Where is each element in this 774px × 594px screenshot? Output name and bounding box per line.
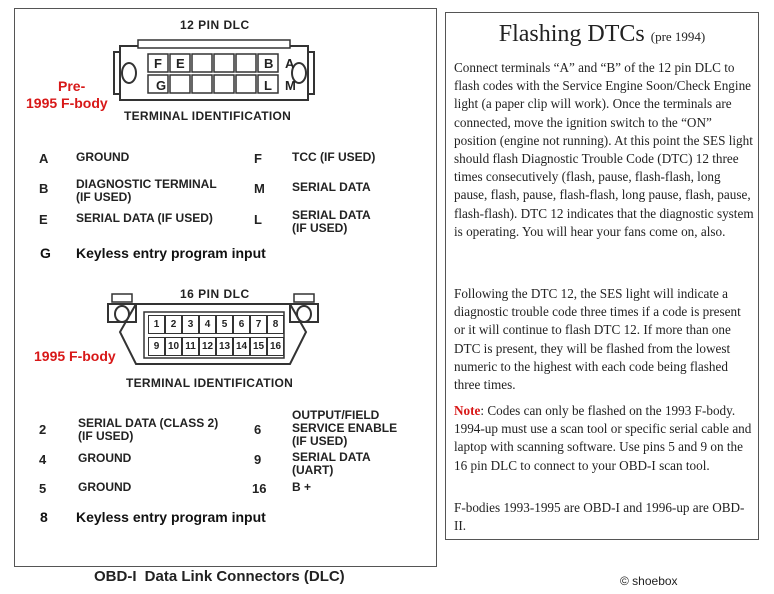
copyright: © shoebox xyxy=(620,574,678,588)
row-desc: DIAGNOSTIC TERMINAL (IF USED) xyxy=(76,177,217,204)
dlc12-pin-letters xyxy=(148,56,298,96)
dlc16-terminal-id: TERMINAL IDENTIFICATION xyxy=(126,376,294,390)
pin16-box: 1 xyxy=(148,315,165,334)
row-pin2: 9 xyxy=(254,452,262,467)
pin-e: E xyxy=(176,56,185,71)
row-desc: GROUND xyxy=(78,451,132,465)
row-desc: GROUND xyxy=(78,480,132,494)
panel-title-main: Flashing DTCs xyxy=(498,21,645,47)
row-pin: E xyxy=(39,212,48,227)
row-desc2: SERIAL DATA xyxy=(292,180,371,194)
pin-m: M xyxy=(285,78,296,93)
pin-f: F xyxy=(154,56,162,71)
row-desc2: OUTPUT/FIELD SERVICE ENABLE (IF USED) xyxy=(292,408,398,448)
panel-paragraph-3 xyxy=(454,402,754,475)
dlc12-terminal-id: TERMINAL IDENTIFICATION xyxy=(124,109,292,123)
row-desc2: B + xyxy=(292,480,312,494)
row-pin2: L xyxy=(254,212,262,227)
row-desc: SERIAL DATA (IF USED) xyxy=(76,211,213,225)
panel-paragraph-4: F-bodies 1993-1995 are OBD-I and 1996-up are OBD-II. xyxy=(454,500,745,534)
pin-b: B xyxy=(264,56,274,71)
row-desc2: TCC (IF USED) xyxy=(292,150,376,164)
pre1995-label-line1: Pre- xyxy=(58,78,86,94)
extra-pin-g: G xyxy=(40,245,51,261)
pin16-box: 4 xyxy=(199,315,216,334)
dlc16-pins xyxy=(148,315,288,355)
extra-desc-8: Keyless entry program input xyxy=(76,509,266,525)
panel-title xyxy=(446,21,758,48)
pre1995-label-line2: 1995 F-body xyxy=(26,95,108,111)
row-pin: 5 xyxy=(39,481,47,496)
pin16-box: 11 xyxy=(182,337,199,356)
note-text: : Codes can only be flashed on the 1993 F-body. 1994-up must use a scan tool or specific serial cable and laptop with scanning software. Use pins 5 and 9 on the 16 pin DLC to connect to your OBD-I scan tool. xyxy=(454,403,752,473)
note-label: Note xyxy=(454,403,481,418)
pin16-box: 14 xyxy=(233,337,250,356)
pin-a: A xyxy=(285,56,295,71)
pin16-box: 5 xyxy=(216,315,233,334)
row-pin2: 16 xyxy=(252,481,267,496)
panel-title-small: (pre 1994) xyxy=(650,29,706,44)
pin16-box: 2 xyxy=(165,315,182,334)
row-pin2: 6 xyxy=(254,422,262,437)
extra-pin-8: 8 xyxy=(40,509,48,525)
dlc16-title: 16 PIN DLC xyxy=(180,287,250,301)
pin16-box: 13 xyxy=(216,337,233,356)
row-pin: A xyxy=(39,151,49,166)
row-desc: SERIAL DATA (CLASS 2) (IF USED) xyxy=(78,416,219,443)
row-pin: 2 xyxy=(39,422,47,437)
footer-caption xyxy=(94,568,345,585)
flashing-dtcs-panel xyxy=(445,12,759,540)
extra-desc-g: Keyless entry program input xyxy=(76,245,266,261)
row-pin: 4 xyxy=(39,452,47,467)
pin16-box: 15 xyxy=(250,337,267,356)
dlc12-title: 12 PIN DLC xyxy=(180,18,250,32)
row-desc2: SERIAL DATA (UART) xyxy=(292,450,371,477)
panel-paragraph-2: Following the DTC 12, the SES light will indicate a diagnostic trouble code three times if a code is present or it will continue to flash DTC 12. If more than one DTC is present, they will be flashed from the lowest numeric to the highest with each code being flashed three times. xyxy=(454,286,741,393)
footer-prefix: OBD-I xyxy=(94,568,137,585)
pin16-box: 16 xyxy=(267,337,284,356)
pin16-box: 7 xyxy=(250,315,267,334)
pin16-box: 8 xyxy=(267,315,284,334)
footer-rest: Data Link Connectors (DLC) xyxy=(144,568,345,585)
f1995-label: 1995 F-body xyxy=(34,348,116,364)
panel-paragraph-1: Connect terminals “A” and “B” of the 12 pin DLC to flash codes with the Service Engine Soon/Check Engine light (a paper clip will work). Once the terminals are connected, move the ignition switch to the “ON” position (engine not running). At this point the SES light should flash Diagnostic Trouble Code (DTC) 12 three times consecutively (flash, pause, flash-flash, long pause, flash, pause, flash-flash, long pause, flash, pause, flash-flash). DTC 12 indicates that the diagnostic system is operating. You will hear your fans come on, also. xyxy=(454,60,754,239)
pin16-box: 10 xyxy=(165,337,182,356)
row-desc: GROUND xyxy=(76,150,130,164)
row-pin: B xyxy=(39,181,49,196)
row-pin2: M xyxy=(254,181,265,196)
row-pin2: F xyxy=(254,151,262,166)
pin16-box: 6 xyxy=(233,315,250,334)
row-desc2: SERIAL DATA (IF USED) xyxy=(292,208,371,235)
pin16-box: 3 xyxy=(182,315,199,334)
pin16-box: 9 xyxy=(148,337,165,356)
pin-l: L xyxy=(264,78,272,93)
pin-g: G xyxy=(156,78,167,93)
pin16-box: 12 xyxy=(199,337,216,356)
